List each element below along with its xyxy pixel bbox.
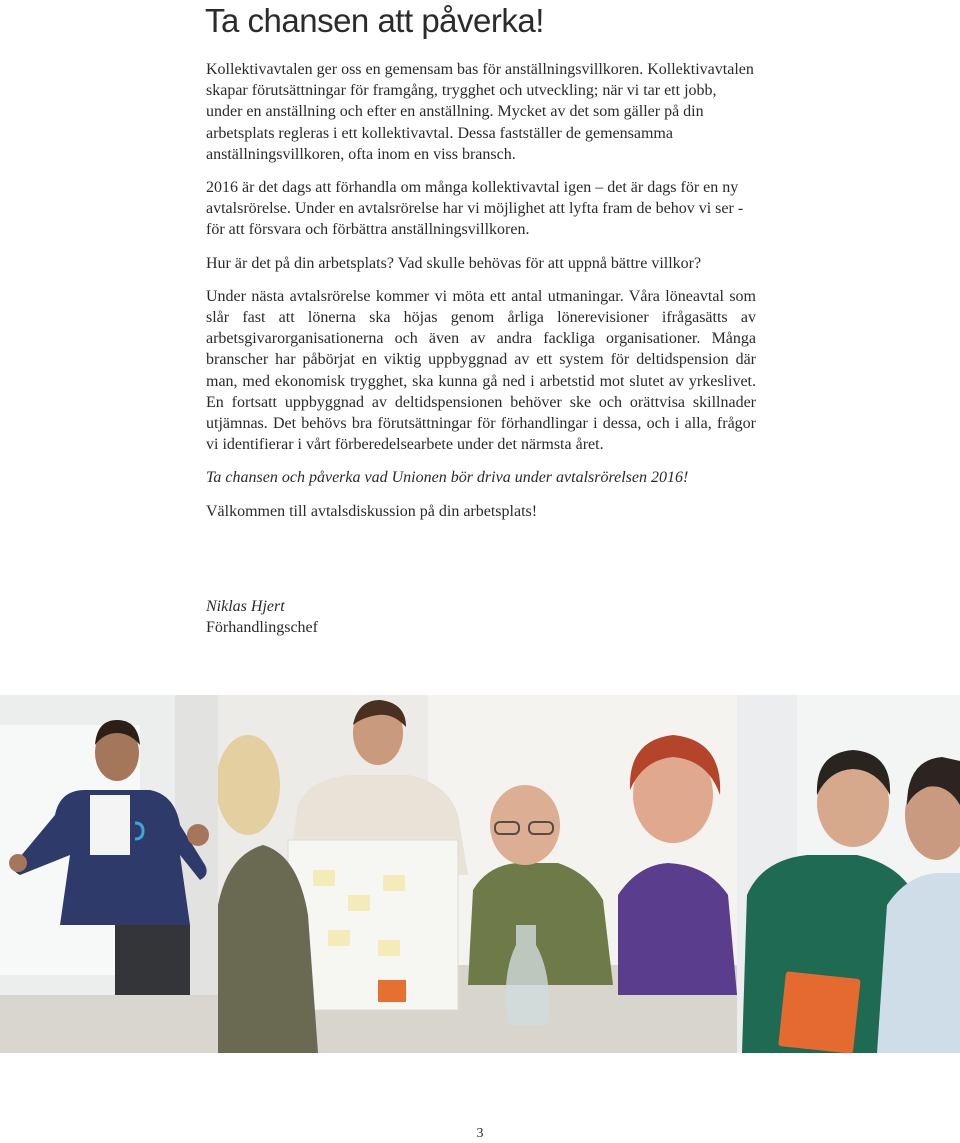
photo-discussion (737, 695, 960, 1053)
photo-presenter (0, 695, 218, 1053)
page-title: Ta chansen att påverka! (205, 2, 544, 39)
paragraph-call-to-action: Ta chansen och påverka vad Unionen bör driva under avtalsrörelsen 2016! (206, 469, 689, 487)
photo-meeting (218, 695, 737, 1053)
paragraph-question: Hur är det på din arbetsplats? Vad skulle behövas för att uppnå bättre villkor? (206, 254, 702, 272)
paragraph-2016: 2016 är det dags att förhandla om många kollektivavtal igen – det är dags för en ny avtalsrörelse. Under en avtalsrörelse har vi möjlighet att lyfta fram de behov vi ser - för att försvara och förbättra anställningsvillkoren. (206, 179, 744, 239)
page-number: 3 (476, 1126, 484, 1141)
body-text (206, 59, 756, 534)
signature (206, 596, 318, 638)
paragraph-intro: Kollektivavtalen ger oss en gemensam bas för anställningsvillkoren. Kollektivavtalen skapar förutsättningar för framgång, trygghet och utveckling; när vi tar ett jobb, under en anställning och efter en anställning. Mycket av det som gäller på din arbetsplats regleras i ett kollektivavtal. Dessa fastställer de gemensamma anställningsvillkoren, ofta inom en viss bransch. (206, 61, 754, 163)
photo-strip (0, 695, 960, 1053)
signature-name: Niklas Hjert (206, 598, 285, 615)
paragraph-welcome: Välkommen till avtalsdiskussion på din arbetsplats! (206, 502, 538, 520)
signature-title: Förhandlingschef (206, 619, 318, 636)
paragraph-challenges: Under nästa avtalsrörelse kommer vi möta ett antal utmaningar. Våra löneavtal som slår fast att lönerna ska höjas genom årliga lönerevisioner ifrågasätts av arbetsgivarorganisationerna och även av andra fackliga organisationer. Många branscher har påbörjat en viktig uppbyggnad av ett system för deltidspension där man, med ekonomisk trygghet, ska kunna gå ned i arbetstid mot slutet av yrkeslivet. En fortsatt uppbyggnad av deltidspensionen behöver ske och orättvisa skillnader utjämnas. Det behövs bra förutsättningar för förhandlingar i dessa, och i alla, frågor vi identifierar i vårt förberedelsearbete under det närmsta året. (206, 287, 756, 454)
